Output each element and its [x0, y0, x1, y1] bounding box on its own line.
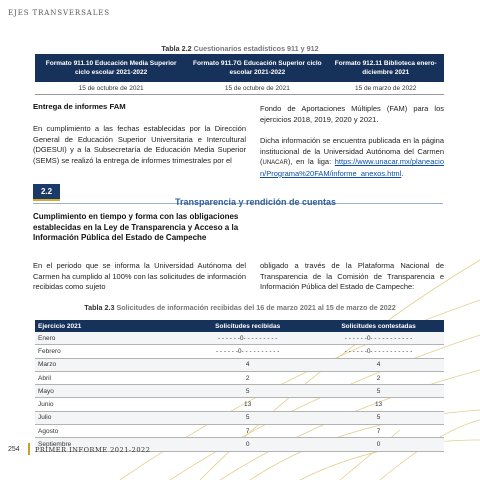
table-row — [35, 332, 444, 345]
answered-cell: 0 — [313, 438, 444, 451]
answered-cell: 2 — [313, 371, 444, 384]
month-cell: Mayo — [35, 385, 182, 398]
requests-table — [35, 320, 444, 452]
table-cell: 15 de octubre de 2021 — [187, 82, 327, 95]
month-cell: Abril — [35, 371, 182, 384]
page-number: 254 — [8, 446, 20, 453]
paragraph-text: ), en la liga: — [287, 157, 335, 167]
column-header: Formato 911.7G Educación Superior ciclo escolar 2021-2022 — [187, 54, 327, 82]
month-cell: Marzo — [35, 358, 182, 371]
table-2-3-title — [0, 303, 480, 312]
column-header: Ejercicio 2021 — [35, 320, 182, 332]
received-cell: - - - - - -0- - - - - - - - - - — [182, 345, 313, 358]
table-cell: 15 de marzo de 2022 — [327, 82, 444, 95]
answered-cell: 13 — [313, 398, 444, 411]
paragraph-right-1: Fondo de Aportaciones Múltiples (FAM) para los ejercicios 2018, 2019, 2020 y 2021. — [260, 104, 444, 124]
month-cell: Agosto — [35, 425, 182, 438]
column-header: Formato 911.10 Educación Media Superior ciclo escolar 2021-2022 — [35, 54, 187, 82]
month-cell: Julio — [35, 411, 182, 424]
column-header: Solicitudes contestadas — [313, 320, 444, 332]
subheading-fam: Entrega de informes FAM — [33, 102, 126, 111]
month-cell: Febrero — [35, 345, 182, 358]
paragraph-left-2: En el periodo que se informa la Universidad Autónoma del Carmen ha cumplido al 100% con las solicitudes de información recibidas como sujeto — [33, 261, 246, 292]
received-cell: 4 — [182, 358, 313, 371]
table-row — [35, 385, 444, 398]
section-number-badge: 2.2 — [33, 184, 60, 201]
received-cell: 2 — [182, 371, 313, 384]
answered-cell: 4 — [313, 358, 444, 371]
column-header: Solicitudes recibidas — [182, 320, 313, 332]
table-cell: 15 de octubre de 2021 — [35, 82, 187, 95]
column-header: Formato 912.11 Biblioteca enero- diciembre 2021 — [327, 54, 444, 82]
answered-cell: 5 — [313, 411, 444, 424]
table-subtitle: Cuestionarios estadísticos 911 y 912 — [193, 44, 319, 53]
table-row — [35, 358, 444, 371]
table-label: Tabla 2.2 — [161, 44, 192, 53]
table-2-2-title — [0, 44, 480, 53]
table-row — [35, 411, 444, 424]
received-cell: 0 — [182, 438, 313, 451]
section-label: EJES TRANSVERSALES — [8, 9, 111, 17]
table-row — [35, 345, 444, 358]
month-cell: Enero — [35, 332, 182, 345]
received-cell: 5 — [182, 385, 313, 398]
answered-cell: 5 — [313, 385, 444, 398]
statistics-table — [35, 54, 444, 95]
month-cell: Septiembre — [35, 438, 182, 451]
table-subtitle: Solicitudes de información recibidas del 16 de marzo 2021 al 15 de marzo de 2022 — [116, 303, 396, 312]
unacar-acronym: UNACAR — [262, 160, 288, 167]
paragraph-text: . — [401, 168, 404, 178]
section-title: Transparencia y rendición de cuentas — [175, 197, 337, 207]
table-row — [35, 371, 444, 384]
answered-cell: - - - - - -0- - - - - - - - - - - — [313, 332, 444, 345]
table-row — [35, 398, 444, 411]
fam-link[interactable]: https://www.unacar.mx/planeacion/Programa%20FAM/informe_anexos.html — [260, 157, 444, 178]
paragraph-left: En cumplimiento a las fechas establecidas por la Dirección General de Educación Superior Universitaria e Intercultural (DGESUI) y a la Subsecretaría de Educación Media Superior (SEMS) se realizó la entrega de informes trimestrales por el — [33, 124, 246, 165]
table-label: Tabla 2.3 — [84, 303, 115, 312]
page-number-divider — [28, 443, 30, 455]
month-cell: Junio — [35, 398, 182, 411]
received-cell: 13 — [182, 398, 313, 411]
answered-cell: - - - - - -0- - - - - - - - - - - — [313, 345, 444, 358]
paragraph-right-2 — [260, 136, 444, 179]
received-cell: 7 — [182, 425, 313, 438]
subheading-transparency: Cumplimiento en tiempo y forma con las obligaciones establecidas en la Ley de Transparencia y Acceso a la Información Pública del Estado de Campeche — [33, 212, 239, 242]
answered-cell: 7 — [313, 425, 444, 438]
paragraph-right-3: obligado a través de la Plataforma Nacional de Transparencia de la Comisión de Transparencia e Información Pública del Estado de Campeche: — [260, 261, 444, 292]
table-row — [35, 425, 444, 438]
paragraph-text: Dicha información se encuentra publicada en la página institucional de la Universidad Autónoma del Carmen ( — [260, 136, 444, 167]
received-cell: 5 — [182, 411, 313, 424]
received-cell: - - - - - -0- - - - - - - - - — [182, 332, 313, 345]
footer-label: PRIMER INFORME 2021-2022 — [35, 446, 151, 454]
